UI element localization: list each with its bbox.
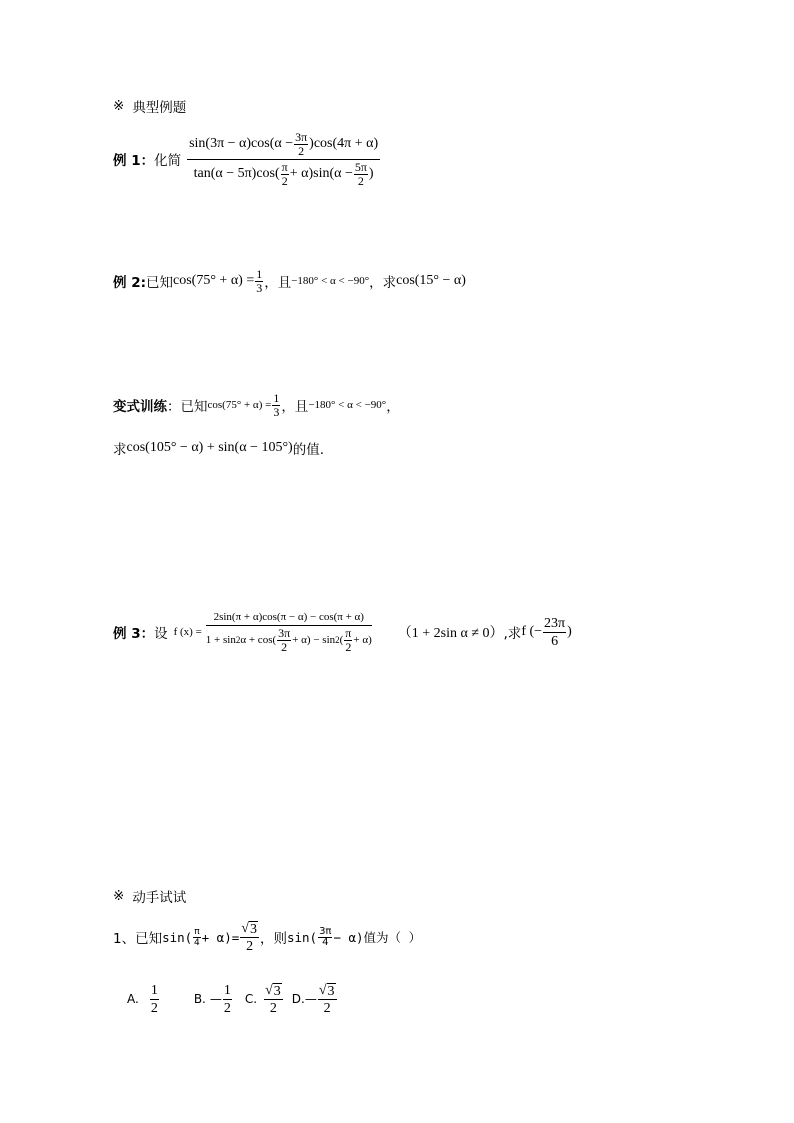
frac-sqrt3-2: √ 3 2 (241, 920, 257, 954)
example-2-expression: cos(75° + α) = (173, 273, 255, 288)
option-c[interactable]: C. √ 3 2 (244, 982, 281, 1016)
section-heading-examples (113, 96, 186, 116)
example-2: 例 2: 已知 cos(75° + α) = $\frac{1}{3}$ ，且 −180° < α < −90° ，求 cos(15° − α) (113, 266, 466, 295)
reference-mark-icon: ※ (113, 98, 125, 114)
example-3-numerator: 2sin(π + α)cos(π − α) − cos(π + α) (206, 611, 372, 626)
variant-fraction-one-third: $\frac{1}{3}$ (273, 390, 280, 419)
example-1-fraction (187, 131, 380, 188)
example-2-range: −180° < α < −90° (291, 275, 370, 287)
example-3-label: 例 3： (113, 626, 155, 642)
option-a[interactable]: A. $\frac{1}{2}$ (127, 982, 158, 1016)
den-frac-5pi-2: $\frac{5\pi}{2}$ (354, 159, 367, 188)
variant-training: 变式训练 ：已知 cos(75° + α) = $\frac{1}{3}$ ，且 −180° < α < −90° ， (113, 390, 400, 419)
example-1 (113, 128, 382, 190)
fraction-one-third: $\frac{1}{3}$ (256, 266, 263, 295)
variant-expression: cos(75° + α) = (207, 399, 272, 411)
example-1-label: 例 1： (113, 153, 155, 169)
example-1-denominator: tan(α − 5π)cos( $\frac{\pi}{2}$ + α)sin(α − $\frac{5\pi}{2}$ ) (193, 159, 374, 188)
example-2-target: cos(15° − α) (396, 273, 466, 288)
variant-range: −180° < α < −90° (308, 399, 387, 411)
section-title: 典型例题 (132, 100, 187, 116)
reference-mark-icon: ※ (113, 888, 125, 904)
function-name: f (x) = (173, 626, 202, 638)
den-frac-3pi-2: $\frac{3\pi}{2}$ (278, 625, 291, 654)
example-3-condition: （1 + 2sin α ≠ 0） (397, 626, 504, 641)
den-frac-pi-2: $\frac{\pi}{2}$ (281, 159, 288, 188)
question-1-options (127, 978, 338, 1020)
num-frac-3pi-2: $\frac{3\pi}{2}$ (295, 129, 308, 158)
example-1-instruction: 化简 (154, 153, 182, 169)
option-d[interactable]: D. — √ 3 2 (291, 982, 335, 1016)
example-3-fraction (204, 611, 374, 654)
frac-3pi-4: $\frac{3\pi}{4}$ (319, 925, 332, 948)
variant-line-2: 求 cos(105° − α) + sin(α − 105°) 的值. (113, 440, 324, 458)
variant-label: 变式训练 (113, 399, 167, 415)
den-frac-pi-2: $\frac{\pi}{2}$ (345, 625, 352, 654)
example-1-numerator: sin(3π − α)cos(α − $\frac{3\pi}{2}$ )cos(4π + α) (189, 129, 379, 158)
example-3-denominator: 1 + sin 2 α + cos( $\frac{3\pi}{2}$ + α) − sin 2 ( $\frac{\pi}{2}$ + α) (205, 625, 372, 654)
frac-23pi-6: $\frac{23\pi}{6}$ (544, 615, 566, 649)
question-1-label: 1、已知 (113, 931, 163, 947)
section-heading-practice (113, 886, 186, 906)
question-1: 1、已知 sin( $\frac{\pi}{4}$ + α)= √ 3 2 ，则 sin( $\frac{3\pi}{4}$ − α)值为（ ） (113, 920, 422, 954)
section-title: 动手试试 (132, 890, 187, 906)
frac-pi-4: $\frac{\pi}{4}$ (194, 926, 200, 948)
variant-target-expression: cos(105° − α) + sin(α − 105°) (126, 440, 293, 455)
example-2-label: 例 2: (113, 275, 146, 291)
example-3: 例 3： 设 f (x) = 2sin(π + α)cos(π − α) − cos(π + α) 1 + sin 2 α + cos( $\frac{3\pi}{2}$ + α) − sin 2 ( $\frac{\pi}{2}$ + α) （1 + 2sin α ≠ 0） ,求 f (− $\frac{23\pi}{6}$ ) (113, 610, 572, 654)
option-b[interactable]: B. — $\frac{1}{2}$ (193, 982, 231, 1016)
